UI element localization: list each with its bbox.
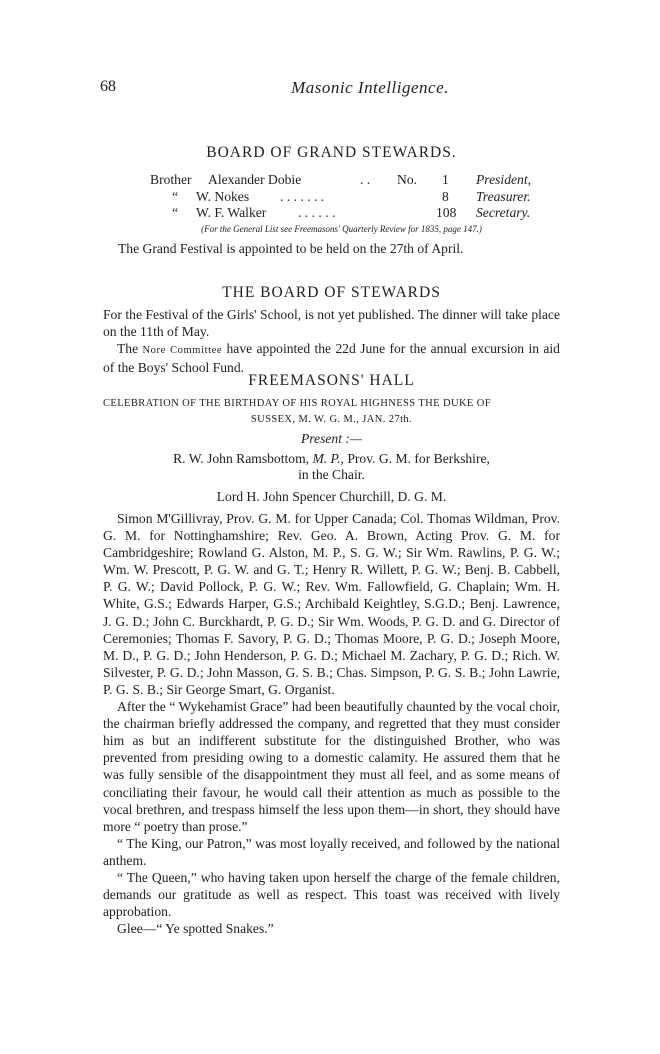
grand-stewards-heading: BOARD OF GRAND STEWARDS. bbox=[206, 144, 457, 161]
freemasons-hall-heading: FREEMASONS' HALL bbox=[248, 372, 415, 389]
after-grace-paragraph: After the “ Wykehamist Grace” had been beautifully chaunted by the vocal choir, the chairman briefly addressed the company, and regretted that they must consider him as but an indifferent substitute for the distinguished Brother, who was prevented from presiding owing to a domestic calamity. He assured them that he was fully sensible of the disappointment they must all feel, and as some means of conciliating their favour, he would call their attention as much as possible to the vocal brethren, and trespass himself the less upon them—in short, they should have more “ poetry than prose.” bbox=[103, 699, 560, 834]
grand-stewards-footnote: (For the General List see Freemasons' Quarterly Review for 1835, page 147.) bbox=[201, 224, 482, 234]
celebration-line-1: CELEBRATION OF THE BIRTHDAY OF HIS ROYAL HIGHNESS THE DUKE OF bbox=[103, 398, 491, 409]
king-toast-paragraph: “ The King, our Patron,” was most loyally received, and followed by the national anthem. bbox=[103, 835, 560, 868]
steward-dots: . . bbox=[360, 172, 371, 187]
steward-row bbox=[150, 205, 570, 222]
queen-toast-paragraph: “ The Queen,” who having taken upon herself the charge of the female children, demands our gratitude as well as respect. This toast was received with lively approbation. bbox=[103, 869, 560, 920]
present-label: Present :— bbox=[300, 431, 363, 446]
chair-mp: M. P. bbox=[312, 451, 341, 466]
steward-lodge-number: 108 bbox=[436, 205, 457, 220]
board-of-stewards-heading: THE BOARD OF STEWARDS bbox=[222, 284, 441, 301]
steward-row bbox=[150, 189, 570, 206]
girls-school-paragraph: For the Festival of the Girls' School, is not yet published. The dinner will take place on the 11th of May. bbox=[103, 307, 560, 339]
steward-lodge-number: 1 bbox=[442, 172, 449, 187]
celebration-line-2: SUSSEX, M. W. G. M., JAN. 27th. bbox=[250, 414, 413, 425]
chair-line-1 bbox=[103, 450, 560, 467]
running-head bbox=[0, 78, 660, 102]
chair-line-2: in the Chair. bbox=[298, 467, 365, 482]
glee-paragraph: Glee—“ Ye spotted Snakes.” bbox=[117, 921, 274, 937]
nore-rest: have appointed the 22d June for the annual excursion in aid of the Boys' School Fund. bbox=[103, 341, 560, 375]
steward-name: Alexander Dobie bbox=[208, 172, 302, 187]
steward-row bbox=[150, 172, 570, 189]
chair-name: R. W. John Ramsbottom, bbox=[173, 451, 313, 466]
steward-no-label: No. bbox=[397, 172, 418, 187]
steward-office: Treasurer. bbox=[476, 188, 531, 204]
nore-committee-name: Nore Committee bbox=[142, 345, 223, 356]
grand-stewards-list bbox=[150, 172, 570, 222]
steward-office: President, bbox=[476, 172, 531, 187]
steward-name: W. Nokes bbox=[196, 188, 250, 204]
steward-prefix: “ bbox=[172, 188, 179, 204]
steward-prefix: Brother bbox=[150, 172, 192, 187]
nore-committee-paragraph bbox=[103, 340, 560, 376]
deputy-grand-master: Lord H. John Spencer Churchill, D. G. M. bbox=[216, 489, 447, 504]
hall-body bbox=[103, 510, 560, 937]
board-of-stewards-text bbox=[103, 306, 560, 376]
steward-office: Secretary. bbox=[476, 205, 531, 220]
nore-lead: The bbox=[117, 341, 143, 356]
running-title: Masonic Intelligence. bbox=[291, 78, 449, 97]
steward-name: W. F. Walker bbox=[196, 205, 267, 220]
steward-lodge-number: 8 bbox=[442, 188, 449, 204]
chair-office: , Prov. G. M. for Berkshire, bbox=[340, 451, 490, 466]
festival-note: The Grand Festival is appointed to be held on the 27th of April. bbox=[118, 241, 464, 256]
page-number: 68 bbox=[100, 78, 116, 95]
steward-prefix: “ bbox=[172, 205, 179, 220]
attendees-paragraph: Simon M'Gillivray, Prov. G. M. for Upper Canada; Col. Thomas Wildman, Prov. G. M. for Nottinghamshire; Rev. Geo. A. Brown, Acting Prov. G. M. for Cambridgeshire; Rowland G. Alston, M. P., S. G. W.; Sir Wm. Rawlins, P. G. W.; Wm. W. Prescott, P. G. W. and G. T.; Henry R. Willett, P. G. W.; Benj. B. Cabbell, P. G. W.; David Pollock, P. G. W.; Rev. Wm. Fallowfield, G. Chaplain; Wm. H. White, G.S.; Edwards Harper, G.S.; Archibald Keightley, S.G.D.; Benj. Lawrence, J. G. D.; John C. Burckhardt, P. G. D.; Sir Wm. Woods, P. G. D. and G. Director of Ceremonies; Thomas F. Savory, P. G. D.; Thomas Moore, P. G. D.; Joseph Moore, M. D., P. G. D.; John Henderson, P. G. D.; Michael M. Zachary, P. G. D.; Rich. W. Silvester, P. G. D.; John Masson, G. S. B.; Chas. Simpson, P. G. S. B.; John Lawrie, P. G. S. B.; Sir George Smart, G. Organist. bbox=[103, 511, 560, 697]
steward-dots: . . . . . . . bbox=[280, 188, 325, 204]
steward-dots: . . . . . . bbox=[298, 205, 336, 220]
